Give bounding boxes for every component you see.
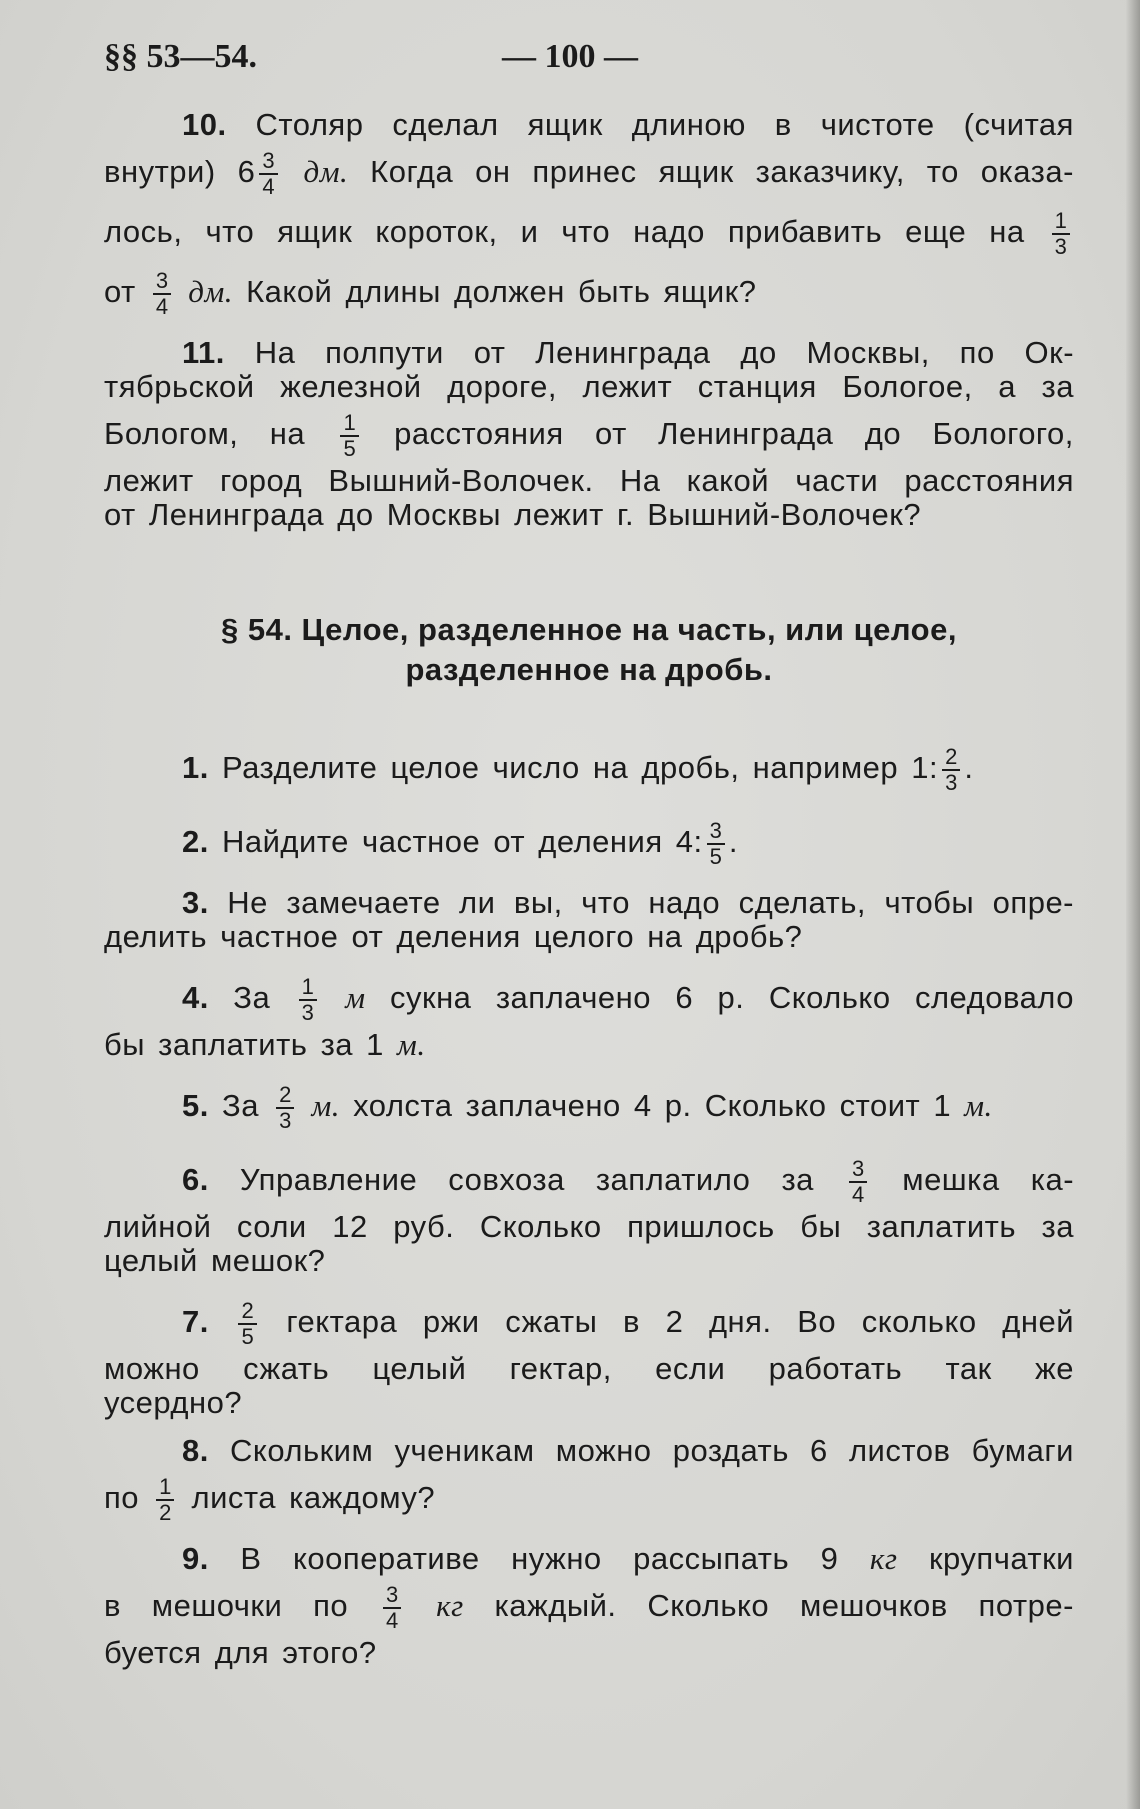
problem-number: 9. xyxy=(182,1541,241,1576)
fraction-numerator: 2 xyxy=(942,745,960,771)
problem-line: 5. За $\frac{2}{3}$ м. холста заплачено 4 р. Сколько стоит 1 м. xyxy=(182,1081,993,1133)
fraction-numerator: 2 xyxy=(276,1083,294,1109)
problem-line: делить частное от деления целого на дробь? xyxy=(104,919,803,954)
unit-text: м xyxy=(345,980,366,1015)
problem-line: 8. Скольким ученикам можно роздать 6 листов бумаги xyxy=(182,1433,1074,1468)
fraction-numerator: 3 xyxy=(153,269,171,295)
problem-line: 6. Управление совхоза заплатило за $\frac{3}{4}$ мешка ка- xyxy=(182,1155,1075,1207)
fraction xyxy=(156,1475,174,1525)
fraction-numerator: 3 xyxy=(849,1157,867,1183)
problem-10 xyxy=(104,108,1074,322)
problem-2 xyxy=(104,812,1074,872)
fraction-denominator: 5 xyxy=(709,843,722,869)
problem-1 xyxy=(104,738,1074,798)
problem-line: усердно? xyxy=(104,1385,243,1420)
problem-number: 2. xyxy=(182,824,222,859)
fraction-denominator: 3 xyxy=(301,999,314,1025)
fraction-denominator: 4 xyxy=(386,1607,399,1633)
fraction-numerator: 1 xyxy=(1052,209,1070,235)
problem-line: Бологом, на $\frac{1}{5}$ расстояния от Ленинграда до Бологого, xyxy=(104,409,1074,461)
fraction-denominator: 4 xyxy=(262,173,275,199)
fraction-numerator: 1 xyxy=(299,975,317,1001)
problem-line: 9. В кооперативе нужно рассыпать 9 кг крупчатки xyxy=(182,1541,1074,1576)
unit-text: дм. xyxy=(303,154,349,189)
problem-line: буется для этого? xyxy=(104,1635,377,1670)
fraction xyxy=(276,1083,294,1133)
problem-line: от $\frac{3}{4}$ дм. Какой длины должен быть ящик? xyxy=(104,267,757,319)
fraction-denominator: 4 xyxy=(851,1181,865,1207)
problem-number: 11. xyxy=(182,335,255,370)
page-header xyxy=(104,38,1074,86)
problem-line: в мешочки по $\frac{3}{4}$ кг каждый. Сколько мешочков потре- xyxy=(104,1581,1074,1633)
problem-line: 2. Найдите частное от деления 4: $\frac{3}{5}$ . xyxy=(182,817,738,869)
section-heading-line-2: разделенное на дробь. xyxy=(405,652,773,687)
problem-number: 1. xyxy=(182,750,222,785)
fraction xyxy=(707,819,725,869)
problem-number: 6. xyxy=(182,1162,240,1197)
fraction xyxy=(849,1157,867,1207)
problem-line: можно сжать целый гектар, если работать так же xyxy=(104,1351,1075,1386)
problem-7 xyxy=(104,1292,1074,1420)
problem-line: от Ленинграда до Москвы лежит г. Вышний-Волочек? xyxy=(104,497,922,532)
problem-line: внутри) 6 $\frac{3}{4}$ дм. Когда он принес ящик заказчику, то оказа- xyxy=(104,147,1074,199)
problem-6 xyxy=(104,1150,1074,1278)
problem-8 xyxy=(104,1434,1074,1528)
fraction xyxy=(1052,209,1070,259)
fraction-numerator: 3 xyxy=(383,1583,401,1609)
fraction-denominator: 3 xyxy=(279,1107,292,1133)
section-heading xyxy=(104,610,1074,690)
fraction xyxy=(259,149,277,199)
problem-3 xyxy=(104,886,1074,954)
section-range: §§ 53—54. xyxy=(104,38,257,75)
unit-text: м. xyxy=(397,1027,426,1062)
problem-line: лежит город Вышний-Волочек. На какой части расстояния xyxy=(104,463,1075,498)
fraction-numerator: 1 xyxy=(340,411,358,437)
problem-number: 3. xyxy=(182,885,228,920)
problem-5 xyxy=(104,1076,1074,1136)
fraction-numerator: 3 xyxy=(259,149,277,175)
problem-4 xyxy=(104,968,1074,1062)
fraction xyxy=(383,1583,401,1633)
problem-9 xyxy=(104,1542,1074,1670)
fraction xyxy=(299,975,317,1025)
unit-text: м. xyxy=(311,1088,340,1123)
fraction xyxy=(340,411,358,461)
fraction-denominator: 3 xyxy=(945,769,958,795)
fraction-numerator: 2 xyxy=(238,1299,256,1325)
problem-line: 11. На полпути от Ленинграда до Москвы, по Ок- xyxy=(182,335,1075,370)
problem-line: тябрьской железной дороге, лежит станция Бологое, а за xyxy=(104,369,1074,404)
page-edge-shadow xyxy=(1126,0,1140,1809)
problem-number: 5. xyxy=(182,1088,222,1123)
problem-line: 3. Не замечаете ли вы, что надо сделать, чтобы опре- xyxy=(182,885,1075,920)
fraction-numerator: 1 xyxy=(156,1475,174,1501)
unit-text: кг xyxy=(869,1541,898,1576)
problem-line: лось, что ящик короток, и что надо прибавить еще на $\frac{1}{3}$ xyxy=(104,202,1074,262)
unit-text: м. xyxy=(964,1088,993,1123)
unit-text: кг xyxy=(436,1588,464,1623)
problems-bottom xyxy=(104,738,1074,1670)
problem-line: 1. Разделите целое число на дробь, например 1: $\frac{2}{3}$ . xyxy=(182,743,974,795)
fraction xyxy=(153,269,171,319)
problem-number: 8. xyxy=(182,1433,231,1468)
fraction-denominator: 5 xyxy=(241,1323,254,1349)
problem-line: 4. За $\frac{1}{3}$ м сукна заплачено 6 р. Сколько следовало xyxy=(182,973,1074,1025)
problem-line: по $\frac{1}{2}$ листа каждому? xyxy=(104,1473,436,1525)
fraction-denominator: 2 xyxy=(159,1499,172,1525)
problem-number: 4. xyxy=(182,980,234,1015)
problem-line: 7. $\frac{2}{5}$ гектара ржи сжаты в 2 дня. Во сколько дней xyxy=(182,1297,1075,1349)
problem-number: 7. xyxy=(182,1304,235,1339)
problems-top xyxy=(104,108,1074,532)
fraction xyxy=(238,1299,256,1349)
fraction xyxy=(942,745,960,795)
fraction-denominator: 3 xyxy=(1054,233,1067,259)
fraction-denominator: 5 xyxy=(343,435,356,461)
section-heading-line-1: § 54. Целое, разделенное на часть, или целое, xyxy=(221,612,957,647)
fraction-denominator: 4 xyxy=(155,293,169,319)
page-number: — 100 — xyxy=(502,38,638,75)
unit-text: дм. xyxy=(188,274,233,309)
problem-11 xyxy=(104,336,1074,532)
problem-line: лийной соли 12 руб. Сколько пришлось бы заплатить за xyxy=(104,1209,1075,1244)
problem-line: 10. Столяр сделал ящик длиною в чистоте (считая xyxy=(182,107,1074,142)
problem-line: бы заплатить за 1 м. xyxy=(104,1027,426,1062)
problem-line: целый мешок? xyxy=(104,1243,326,1278)
problem-number: 10. xyxy=(182,107,256,142)
fraction-numerator: 3 xyxy=(707,819,725,845)
